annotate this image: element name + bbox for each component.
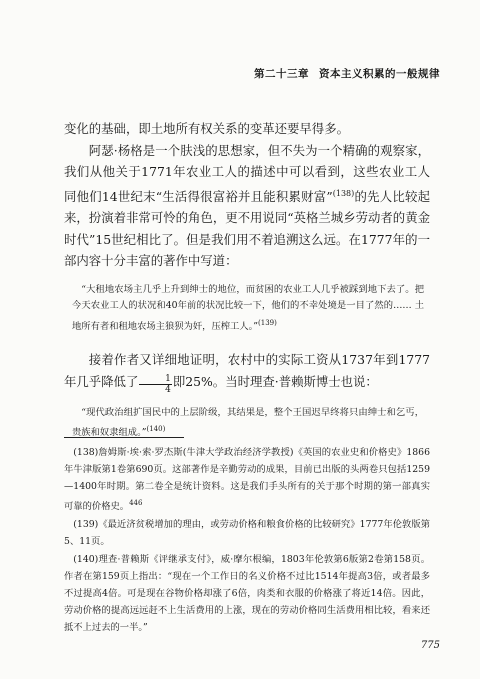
page-number: 775	[420, 640, 440, 651]
footnotes	[64, 444, 430, 637]
note-ref-138[interactable]: (138)	[332, 188, 355, 198]
chapter-number: 第二十三章	[254, 68, 309, 80]
block-quote-2: “现代政治组扩国民中的上层阶级，其结果是，整个王国迟早终将只由绅士和乞丐，贵族和奴隶组成。”$^{(140)}$	[72, 406, 424, 438]
note-ref-139[interactable]: (139)	[258, 318, 277, 327]
main-text	[64, 118, 430, 456]
paragraph-continuation: 变化的基础，即土地所有权关系的变革还要早得多。	[64, 121, 349, 136]
block-quote-1: “大租地农场主几乎上升到绅士的地位，而贫困的农业工人几乎被踩到地下去了。把今天农业工人的状况和40年前的状况比较一下，他们的不幸处境是一目了然的…… 土地所有者和租地农场主狼狈为奸，压榨工人。”$^{(139)}$	[72, 283, 424, 332]
footnote-divider	[64, 437, 184, 438]
footnote-140: (140)理查·普赖斯《评继承支付》，威·摩尔根编，1803年伦敦第6版第2卷第158页。作者在第159页上指出：“现在一个工作日的名义价格不过比1514年提高3倍，或者最多不过提高4倍。可是现在谷物价格却涨了6倍，肉类和衣服的价格涨了将近14倍。因此，劳动价格的提高远远赶不上生活费用的上涨，现在的劳动价格同生活费用相比较，看来还抵不上过去的一半。”	[64, 554, 430, 633]
fraction-one-quarter: $\frac{1}{4}$	[139, 374, 172, 395]
chapter-title: 资本主义积累的一般规律	[319, 68, 440, 80]
note-ref-140[interactable]: (140)	[146, 425, 166, 433]
footnote-139: (139)《最近济贫税增加的理由，或劳动价格和粮食价格的比较研究》1777年伦敦版第5、11页。	[64, 519, 430, 547]
editorial-note-mark[interactable]: 446	[129, 499, 143, 507]
footnote-138: (138)詹姆斯·埃·索·罗杰斯(牛津大学政治经济学教授)《英国的农业史和价格史》1866年牛津版第1卷第690页。这部著作是辛勤劳动的成果，目前已出版的头两卷只包括1259—1400年时期。第二卷全是统计资料。这是我们手头所有的关于那个时期的第一部真实可靠的价格史。$^{446}$	[64, 447, 430, 512]
paragraph-young: 阿瑟·杨格是一个肤浅的思想家，但不失为一个精确的观察家，我们从他关于1771年农业工人的描述中可以看到，这些农业工人同他们14世纪末“生活得很富裕并且能积累财富”$^{(138)}$的先人比较起来，扮演着非常可怜的角色，更不用说同“英格兰城乡劳动者的黄金时代”15世纪相比了。但是我们用不着追溯这么远。在1777年的一部内容十分丰富的著作中写道：	[64, 142, 431, 268]
paragraph-wages: 接着作者又详细地证明，农村中的实际工资从1737年到1777年几乎降低了 $\frac{1}{4}$ 即25%。当时理查·普赖斯博士也说：	[64, 352, 430, 395]
running-header	[254, 66, 440, 81]
